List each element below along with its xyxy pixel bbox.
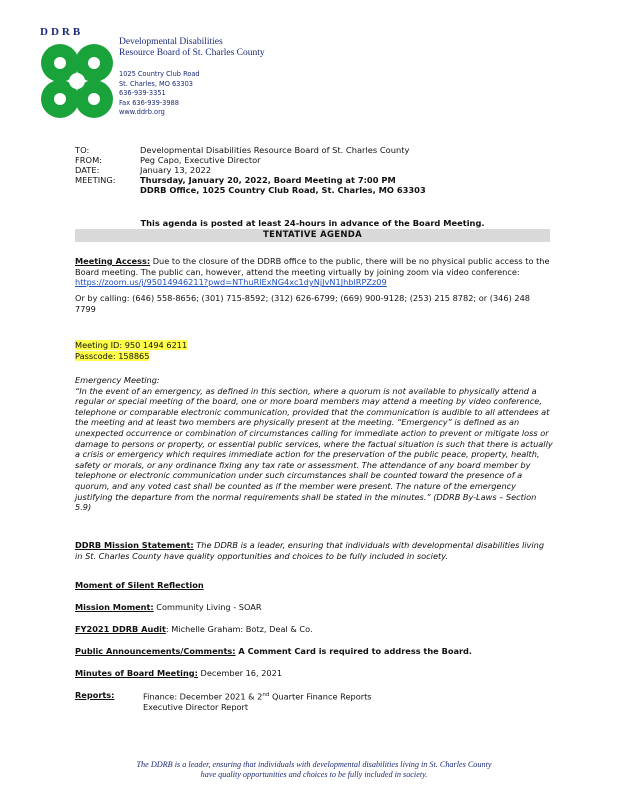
address-line1: 1025 Country Club Road (119, 70, 200, 78)
audit-text: : Michelle Graham: Botz, Deal & Co. (165, 624, 313, 634)
meeting-access (75, 256, 553, 288)
silent-reflection (75, 580, 553, 591)
website: www.ddrb.org (119, 108, 165, 117)
org-name (119, 37, 265, 59)
audit-label: FY2021 DDRB Audit (75, 624, 166, 634)
ddrb-logo-icon (34, 36, 120, 126)
emergency-meeting (75, 375, 553, 513)
minutes-label: Minutes of Board Meeting: (75, 668, 198, 678)
memo-from-value: Peg Capo, Executive Director (140, 155, 261, 165)
reports-line1-a: Finance: December 2021 & 2 (143, 691, 263, 702)
memo-meeting-line1: Thursday, January 20, 2022, Board Meeting at 7:00 PM (140, 175, 396, 185)
audit-item (75, 624, 553, 635)
announcements-label: Public Announcements/Comments: (75, 646, 236, 656)
reports-line2: Executive Director Report (143, 702, 249, 713)
memo-date-row (75, 165, 555, 175)
memo-to-value: Developmental Disabilities Resource Board of St. Charles County (140, 145, 410, 155)
public-announcements (75, 646, 553, 657)
address-line2: St. Charles, MO 63303 (119, 79, 193, 88)
silent-reflection-label: Moment of Silent Reflection (75, 580, 204, 590)
fax: Fax 636-939-3988 (119, 98, 179, 107)
reports-label (75, 690, 143, 702)
reports-spacer (75, 702, 143, 713)
reports-label-text: Reports: (75, 690, 115, 700)
org-name-line1: Developmental Disabilities (119, 37, 223, 47)
memo-date-value: January 13, 2022 (140, 165, 212, 175)
passcode: Passcode: 158865 (75, 350, 150, 361)
posted-notice: This agenda is posted at least 24-hours in advance of the Board Meeting. (140, 218, 485, 228)
minutes-text: December 16, 2021 (197, 668, 283, 678)
reports-line1-sup: nd (262, 692, 270, 698)
reports-line1-b: Quarter Finance Reports (269, 691, 372, 702)
dial-in-numbers: Or by calling: (646) 558-8656; (301) 715-8592; (312) 626-6799; (669) 900-9128; (253) 215 8782; or (346) 248 7799 (75, 293, 531, 314)
reports-row-2 (75, 702, 553, 713)
memo-header (75, 145, 555, 195)
memo-meeting-line2: DDRB Office, 1025 Country Club Road, St. Charles, MO 63303 (140, 185, 426, 195)
emergency-title: Emergency Meeting: (75, 375, 160, 385)
mission-moment (75, 602, 553, 613)
emergency-text: “In the event of an emergency, as defined in this section, where a quorum is not available to physically attend a regular or special meeting of the board, one or more board members may attend a meeting by video conference, telephone or comparable electronic communication, provided that the communication is audible to all attendees at the meeting and at least two members are physically present at the meeting. “Emergency” is defined as an unexpected occurrence or combination of circumstances calling for immediate action to prevent or mitigate loss or damage to persons or property, or essential public services, where the factual situation is such that there is actually a crisis or emergency which requires immediate action for the preservation of the public peace, property, health, safety or morals, or any ordinance fixing any tax rate or assessment. The attendance of any board member by telephone or electronic communication under such circumstances shall be counted toward the presence of a quorum, and any voted cast shall be counted as if the member were present. The nature of the emergency justifying the departure from the normal requirements shall be stated in the minutes.” (DDRB By-Laws – Section 5.9) (75, 385, 553, 513)
footer-line1: The DDRB is a leader, ensuring that individuals with developmental disabilities living in St. Charles County (136, 760, 492, 769)
mission-statement (75, 540, 553, 561)
reports (75, 690, 553, 713)
contact-block (119, 70, 200, 118)
org-abbreviation: DDRB (40, 26, 84, 38)
mission-moment-text: Community Living - SOAR (153, 602, 262, 612)
memo-to-row (75, 145, 555, 155)
footer-mission (75, 760, 553, 781)
board-minutes (75, 668, 553, 679)
memo-meeting-spacer (75, 185, 140, 195)
memo-meeting-row (75, 175, 555, 185)
meeting-credentials (75, 340, 553, 361)
memo-meeting-row-2 (75, 185, 555, 195)
memo-date-label: DATE: (75, 165, 100, 175)
reports-line1 (143, 690, 372, 702)
meeting-access-text: Due to the closure of the DDRB office to the public, there will be no physical public access to the Board meeting. The public can, however, attend the meeting virtually by joining zoom via video conference: (75, 256, 550, 277)
mission-statement-text: The DDRB is a leader, ensuring that individuals with developmental disabilities living in St. Charles County have quality opportunities and choices to be fully included in society. (75, 540, 545, 561)
memo-from-row (75, 155, 555, 165)
phone: 636-939-3351 (119, 89, 166, 98)
mission-statement-label: DDRB Mission Statement: (75, 540, 194, 550)
footer-line2: have quality opportunities and choices to be fully included in society. (200, 770, 428, 780)
memo-to-label: TO: (75, 145, 90, 155)
zoom-link[interactable]: https://zoom.us/j/95014946211?pwd=NThuRlExNG4xc1dyNjJvN1JhblRPZz09 (75, 277, 387, 288)
agenda-title: TENTATIVE AGENDA (263, 230, 362, 240)
memo-meeting-label: MEETING: (75, 175, 116, 185)
mission-moment-label: Mission Moment: (75, 602, 154, 612)
memo-from-label: FROM: (75, 155, 103, 165)
org-name-line2: Resource Board of St. Charles County (119, 48, 265, 58)
meeting-access-label: Meeting Access: (75, 256, 151, 266)
meeting-id: Meeting ID: 950 1494 6211 (75, 340, 188, 350)
reports-row-1 (75, 690, 553, 702)
announcements-text: A Comment Card is required to address the Board. (235, 646, 472, 656)
